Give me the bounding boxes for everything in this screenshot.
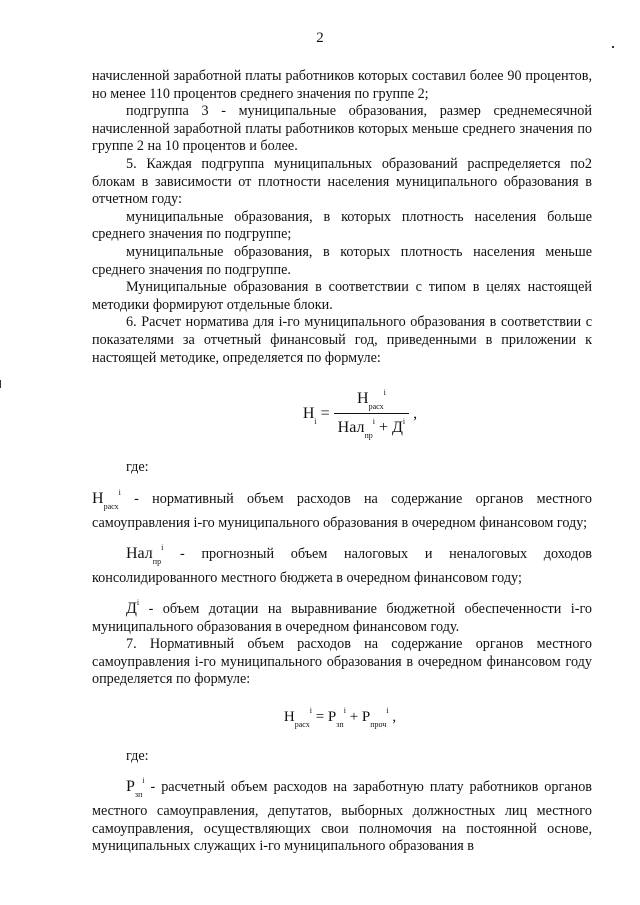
definitions-1 [92,459,592,689]
paragraph: подгруппа 3 - муниципальные образования, размер среднемесячной начисленной заработной платы работников которых меньше среднего значения по группе 2 на 10 процентов и более. [92,103,592,155]
page-number: 2 [316,30,324,46]
paragraph: 6. Расчет норматива для i-го муниципального образования в соответствии с показателями за отчетный финансовый год, приведенными в приложении к настоящей методике, определяется по формуле: [92,314,592,366]
paragraph: начисленной заработной платы работников которых составил более 90 процентов, но менее 110 процентов среднего значения по группе 2; [92,68,592,102]
definitions-2 [92,748,592,856]
formula-1: $Н_i$ = $\frac{Н_{расх}^i}{Нал_{пр}^i + Д^i}$ , [302,388,418,440]
formula-2: $Н_{расх}^i = Р_{зп}^i + Р_{проч}^i$ , [283,706,397,729]
fraction: $\frac{Н_{расх}^i}{Нал_{пр}^i + Д^i}$ [334,388,409,440]
scan-mark [0,380,1,388]
text-block-1 [92,68,592,367]
where-label: где: [126,459,149,475]
definition-r-zp: $Р_{зп}^i$ - расчетный объем расходов на заработную плату работников органов местного самоуправления, депутатов, выборных должностных лиц местного самоуправления, осуществляющих свои полномочия на постоянной основе, муниципальных служащих i-го муниципального образования в [92,775,592,855]
definition-h-rasx: $Н_{расх}^i$ - нормативный объем расходов на содержание органов местного самоуправления i-го муниципального образования в очередном финансовом году; [92,487,592,532]
paragraph: муниципальные образования, в которых плотность населения меньше среднего значения по подгруппе. [92,243,592,278]
paragraph: 5. Каждая подгруппа муниципальных образований распределяется по2 блокам в зависимости от плотности населения муниципального образования в отчетном году: [92,155,592,208]
where-label: где: [126,748,149,764]
paragraph: муниципальные образования, в которых плотность населения больше среднего значения по подгруппе; [92,208,592,243]
definition-d: $Д^i$ - объем дотации на выравнивание бюджетной обеспеченности i-го муниципального образования в очередном финансовом году. [92,597,592,635]
definition-nal-pr: Нал$_{пр}^i$ - прогнозный объем налоговых и неналоговых доходов консолидированного местного бюджета в очередном финансовом году; [92,542,592,587]
paragraph: Муниципальные образования в соответствии с типом в целях настоящей методики формируют отдельные блоки. [92,279,592,313]
paragraph-7: 7. Нормативный объем расходов на содержание органов местного самоуправления i-го муниципального образования в очередном финансовом году определяется по формуле: [92,636,592,688]
